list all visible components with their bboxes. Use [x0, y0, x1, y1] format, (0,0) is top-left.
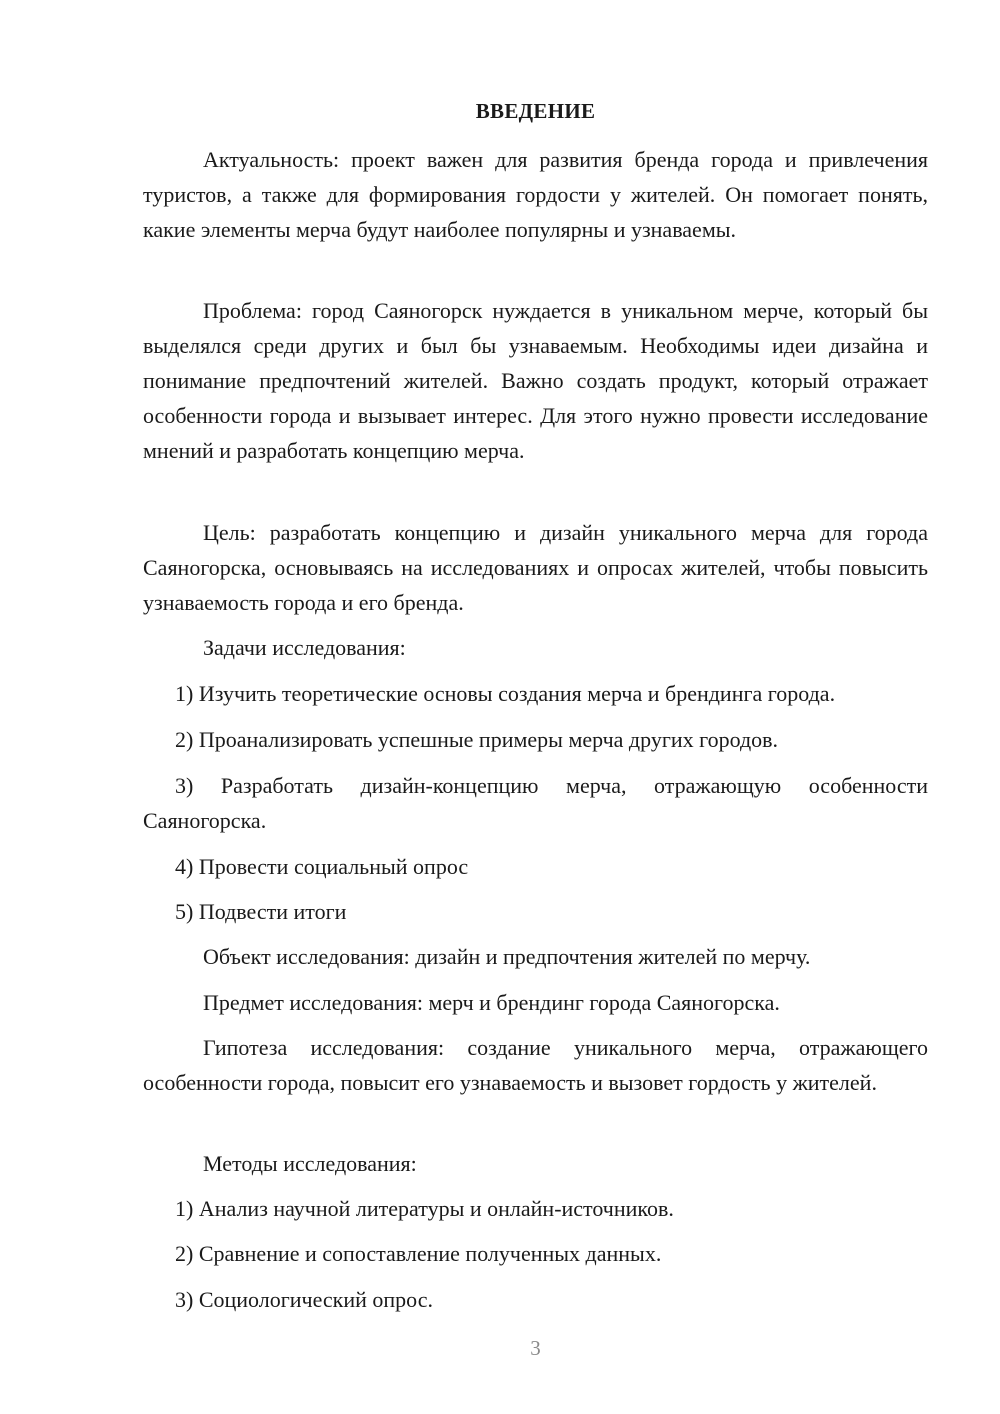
problem-paragraph: Проблема: город Саяногорск нуждается в уникальном мерче, который бы выделялся среди других и был бы узнаваемым. Необходимы идеи дизайна и понимание предпочтений жителей. Важно создать продукт, который отражает особенности города и вызывает интерес. Для этого нужно провести исследование мнений и разработать концепцию мерча. — [143, 298, 928, 463]
object-paragraph: Объект исследования: дизайн и предпочтения жителей по мерчу. — [203, 944, 811, 969]
task-item: 1) Изучить теоретические основы создания мерча и брендинга города. — [175, 681, 836, 706]
relevance-paragraph: Актуальность: проект важен для развития бренда города и привлечения туристов, а также для формирования гордости у жителей. Он помогает понять, какие элементы мерча будут наиболее популярны и узнаваемы. — [143, 147, 928, 242]
subject-paragraph: Предмет исследования: мерч и брендинг города Саяногорска. — [203, 990, 780, 1015]
methods-heading: Методы исследования: — [203, 1151, 417, 1176]
document-page — [143, 0, 928, 1414]
task-item: 2) Проанализировать успешные примеры мерча других городов. — [175, 727, 779, 752]
tasks-heading: Задачи исследования: — [203, 635, 406, 660]
page-title: ВВЕДЕНИЕ — [475, 99, 596, 123]
goal-paragraph: Цель: разработать концепцию и дизайн уникального мерча для города Саяногорска, основываясь на исследованиях и опросах жителей, чтобы повысить узнаваемость города и его бренда. — [143, 520, 928, 615]
task-item: 5) Подвести итоги — [175, 899, 347, 924]
method-item: 1) Анализ научной литературы и онлайн-источников. — [175, 1196, 674, 1221]
task-item: 4) Провести социальный опрос — [175, 854, 469, 879]
task-item: 3) Разработать дизайн-концепцию мерча, отражающую особенности Саяногорска. — [143, 773, 928, 833]
page-number: 3 — [530, 1336, 541, 1360]
hypothesis-paragraph: Гипотеза исследования: создание уникального мерча, отражающего особенности города, повысит его узнаваемость и вызовет гордость у жителей. — [143, 1035, 928, 1095]
method-item: 3) Социологический опрос. — [175, 1287, 433, 1312]
method-item: 2) Сравнение и сопоставление полученных данных. — [175, 1241, 662, 1266]
